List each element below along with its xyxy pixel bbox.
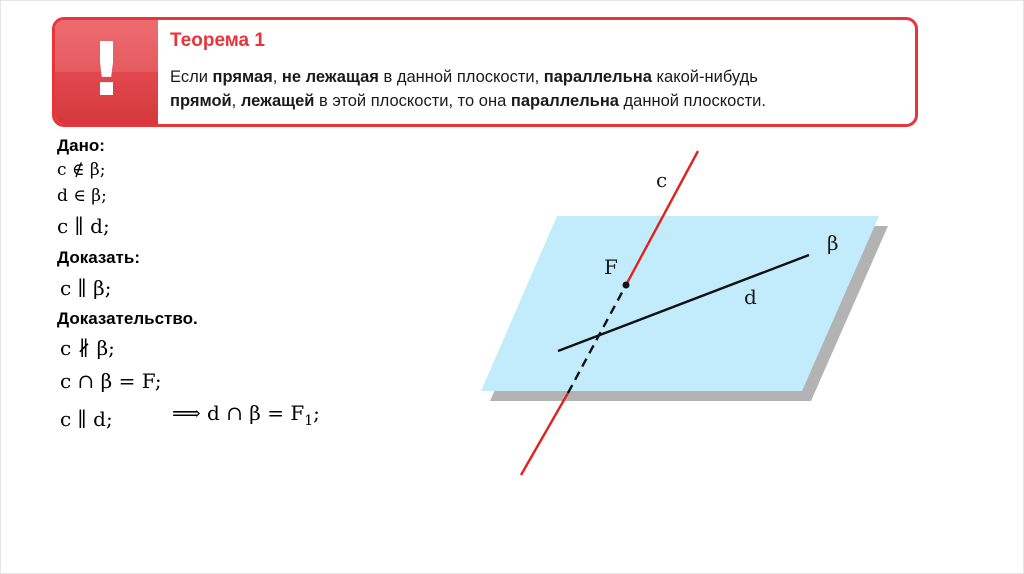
implies-arrow: ⟹	[172, 401, 201, 425]
text-part: данной плоскости.	[618, 92, 766, 110]
conclusion-end: ;	[313, 401, 320, 425]
prove-statement: c ∥ β;	[60, 276, 112, 300]
bold-part: прямая	[212, 68, 273, 86]
given-heading: Дано:	[57, 136, 105, 155]
theorem-title: Теорема 1	[170, 30, 265, 51]
conclusion-subscript: 1	[304, 413, 314, 429]
bold-part: лежащей	[240, 92, 315, 110]
given-item-d-in-beta: d ∈ β;	[57, 186, 107, 206]
exclamation-icon: !	[89, 27, 124, 113]
proof-step-2: c ∩ β = F;	[60, 369, 162, 393]
text-part: какой-нибудь	[651, 68, 758, 86]
prove-heading: Доказать:	[57, 248, 140, 267]
text-part: ,	[231, 92, 241, 110]
point-F	[623, 282, 630, 289]
label-c: c	[656, 168, 668, 192]
bold-part: не лежащая	[281, 68, 379, 86]
bold-part: прямой	[170, 92, 232, 110]
label-F: F	[604, 255, 618, 279]
text-part: ,	[272, 68, 282, 86]
bold-part: параллельна	[510, 92, 619, 110]
proof-step-3: c ∥ d;	[60, 407, 113, 431]
proof-heading: Доказательство.	[57, 309, 198, 328]
text-part: в данной плоскости,	[378, 68, 544, 86]
text-part: в этой плоскости, то она	[314, 92, 511, 110]
label-d: d	[744, 285, 757, 309]
given-item-c-parallel-d: c ∥ d;	[57, 214, 110, 238]
text-part: Если	[170, 68, 213, 86]
bold-part: параллельна	[543, 68, 652, 86]
conclusion-main: d ∩ β = F	[207, 401, 305, 425]
line-c-lower	[521, 393, 568, 475]
label-beta: β	[827, 231, 839, 255]
given-item-c-not-in-beta: c ∉ β;	[57, 160, 106, 180]
proof-step-1: c ∦ β;	[60, 336, 115, 360]
